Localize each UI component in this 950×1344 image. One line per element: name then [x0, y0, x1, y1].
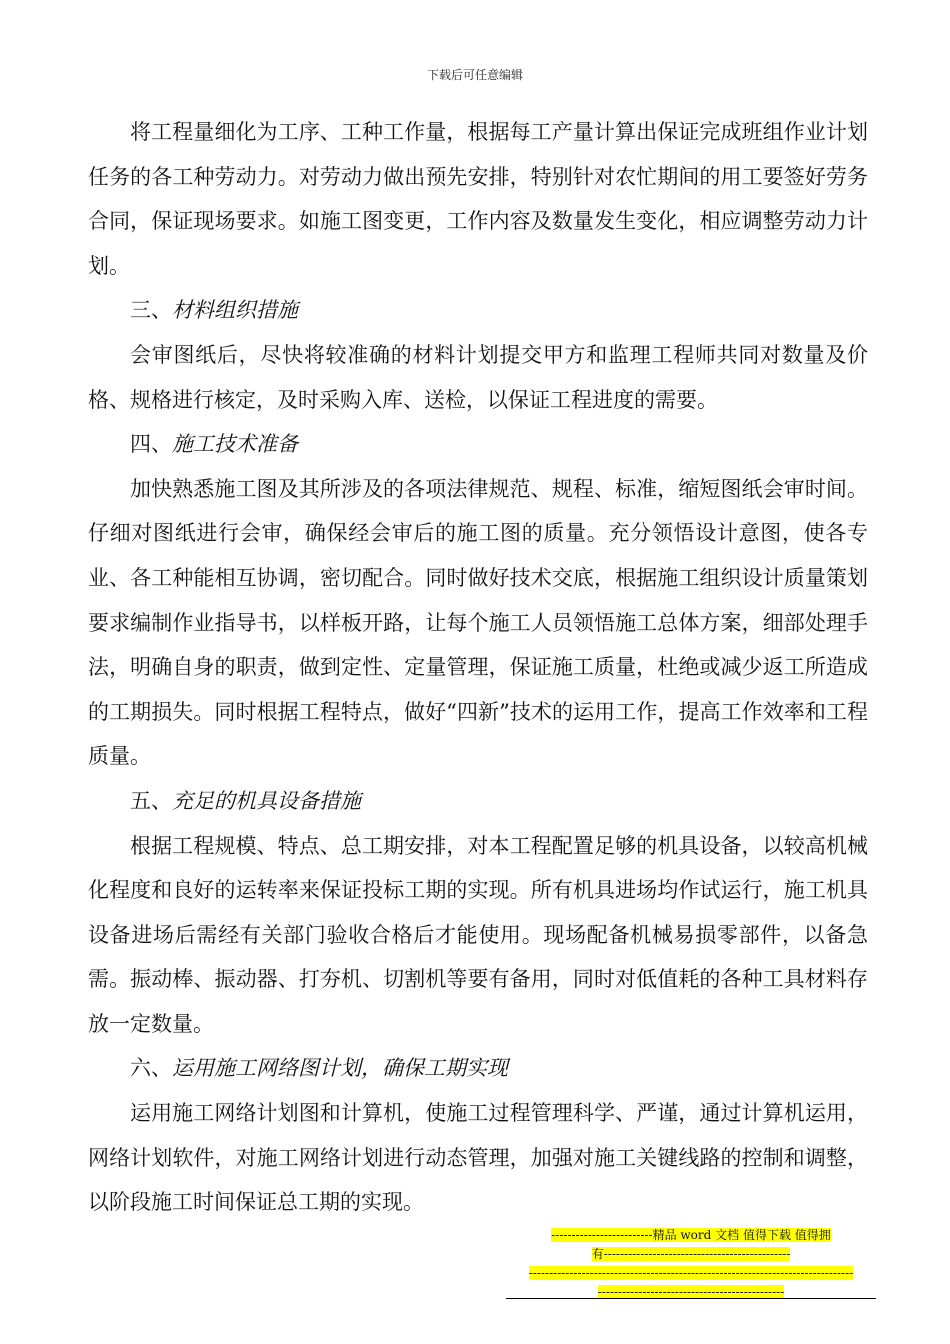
footer-line-3: -------------------------------------------------------------------------------- — [528, 1266, 854, 1280]
section-heading-materials — [88, 288, 868, 333]
document-body — [88, 110, 868, 1225]
footer-line-1: -------------------------精品 word 文档 值得下载 值得拥 — [551, 1228, 831, 1242]
section-title: 材料组织措施 — [172, 298, 298, 323]
section-title: 运用施工网络图计划，确保工期实现 — [172, 1056, 508, 1081]
section-number: 三、 — [130, 298, 172, 323]
paragraph-labor-plan: 将工程量细化为工序、工种工作量，根据每工产量计算出保证完成班组作业计划任务的各工种劳动力。对劳动力做出预先安排，特别针对农忙期间的用工要签好劳务合同，保证现场要求。如施工图变更，工作内容及数量发生变化，相应调整劳动力计划。 — [88, 120, 868, 278]
paragraph-materials: 会审图纸后，尽快将较准确的材料计划提交甲方和监理工程师共同对数量及价格、规格进行核定，及时采购入库、送检，以保证工程进度的需要。 — [88, 342, 868, 412]
footer-divider — [506, 1298, 876, 1299]
section-heading-network-plan — [88, 1046, 868, 1091]
footer-line-4: ---------------------------------------------- — [597, 1285, 785, 1299]
paragraph-network-plan: 运用施工网络计划图和计算机，使施工过程管理科学、严谨，通过计算机运用，网络计划软件，对施工网络计划进行动态管理，加强对施工关键线路的控制和调整，以阶段施工时间保证总工期的实现。 — [88, 1101, 868, 1215]
page-header-note: 下载后可任意编辑 — [426, 68, 523, 82]
paragraph-technical-prep: 加快熟悉施工图及其所涉及的各项法律规范、规程、标准，缩短图纸会审时间。仔细对图纸进行会审，确保经会审后的施工图的质量。充分领悟设计意图，使各专业、各工种能相互协调，密切配合。同时做好技术交底，根据施工组织设计质量策划要求编制作业指导书，以样板开路，让每个施工人员领悟施工总体方案，细部处理手法，明确自身的职责，做到定性、定量管理，保证施工质量，杜绝或减少返工所造成的工期损失。同时根据工程特点，做好“四新”技术的运用工作，提高工作效率和工程质量。 — [88, 476, 868, 769]
section-number: 五、 — [130, 788, 172, 813]
paragraph-equipment: 根据工程规模、特点、总工期安排，对本工程配置足够的机具设备，以较高机械化程度和良好的运转率来保证投标工期的实现。所有机具进场均作试运行，施工机具设备进场后需经有关部门验收合格后才能使用。现场配备机械易损零部件，以备急需。振动棒、振动器、打夯机、切割机等要有备用，同时对低值耗的各种工具材料存放一定数量。 — [88, 833, 868, 1036]
section-number: 六、 — [130, 1056, 172, 1081]
footer-watermark-note — [506, 1226, 876, 1302]
section-number: 四、 — [130, 432, 172, 457]
section-heading-technical-prep — [88, 422, 868, 467]
section-heading-equipment — [88, 779, 868, 824]
footer-line-2: 有---------------------------------------------- — [591, 1247, 791, 1261]
section-title: 施工技术准备 — [172, 432, 298, 457]
section-title: 充足的机具设备措施 — [172, 788, 361, 813]
